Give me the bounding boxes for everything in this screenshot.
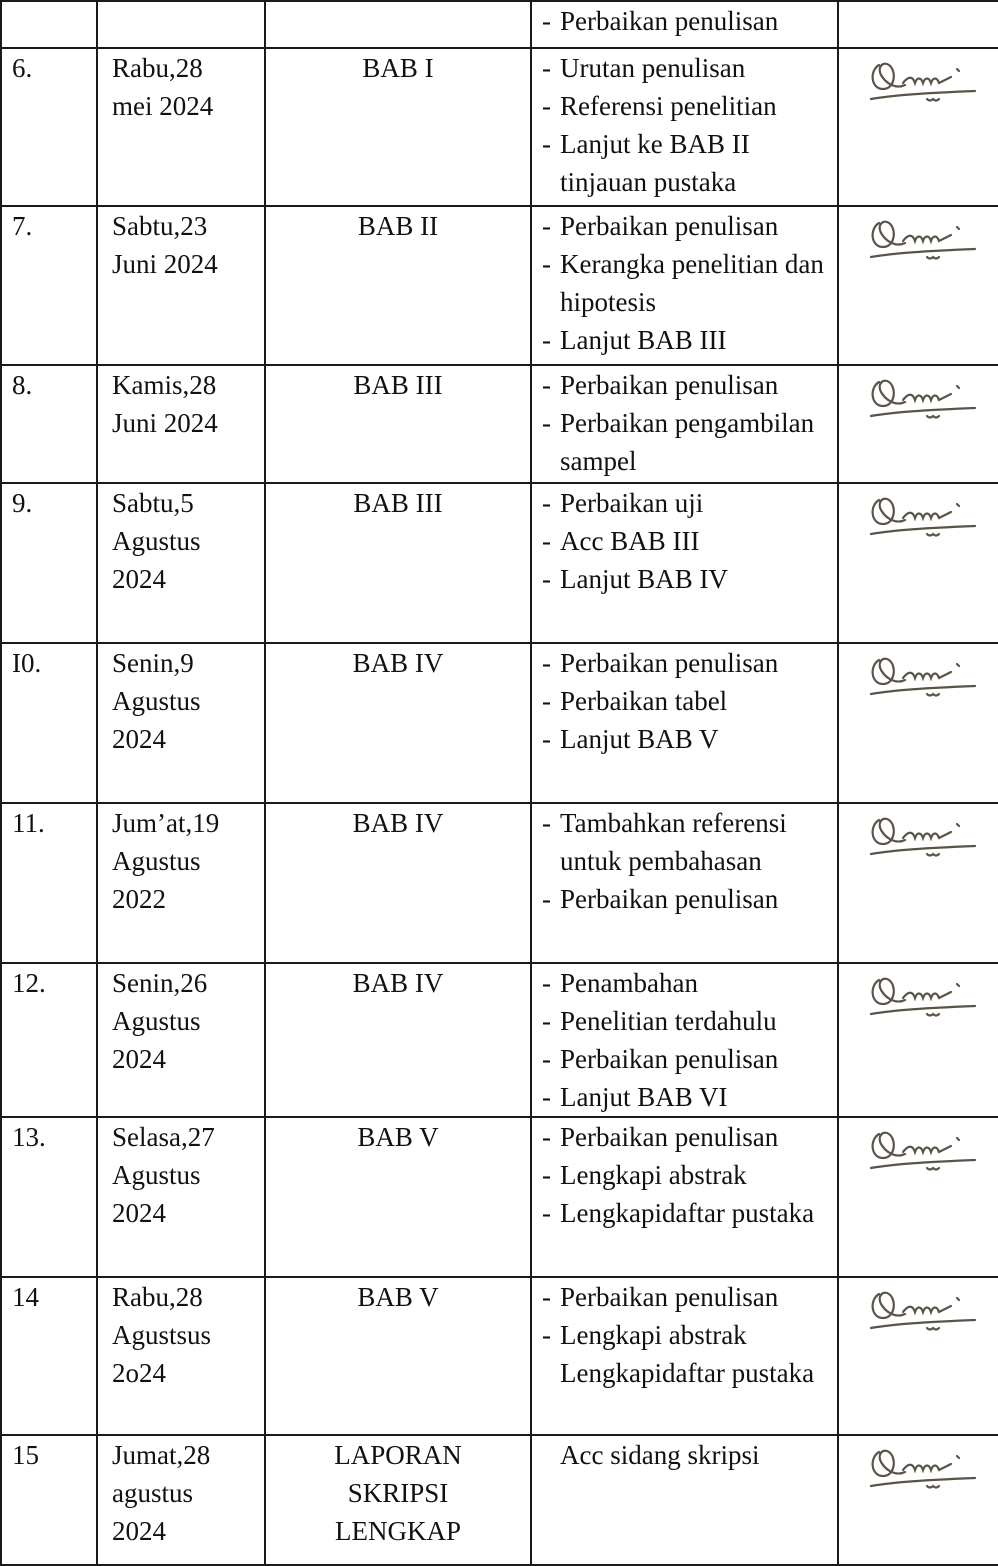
- note-item: - Acc BAB III: [542, 522, 837, 560]
- cell-chapter: [265, 48, 531, 206]
- table-row: [1, 365, 998, 483]
- note-item: - Perbaikan penulisan: [542, 880, 837, 918]
- cell-signature: [838, 1435, 998, 1565]
- notes-list: [542, 644, 837, 758]
- cell-signature: [838, 483, 998, 643]
- notes-list: [542, 1436, 837, 1474]
- table-row: [1, 1117, 998, 1277]
- cell-date: [97, 963, 265, 1117]
- signature-image: [865, 654, 985, 700]
- cell-date: [97, 206, 265, 365]
- note-item: - Lengkapi abstrak: [542, 1316, 837, 1354]
- notes-list: [542, 964, 837, 1116]
- chapter-text: BAB IV: [352, 648, 444, 678]
- note-item: - Perbaikan penulisan: [542, 366, 837, 404]
- cell-notes: [531, 1435, 838, 1565]
- cell-notes: [531, 206, 838, 365]
- cell-date: [97, 365, 265, 483]
- cell-date: [97, 803, 265, 963]
- date-text: Sabtu,5 Agustus 2024: [112, 488, 201, 594]
- signature-image: [865, 1128, 985, 1174]
- cell-date: [97, 1117, 265, 1277]
- table-row: [1, 1277, 998, 1435]
- notes-list: [542, 2, 837, 40]
- note-item: - Perbaikan pengambilan sampel: [542, 404, 837, 480]
- cell-chapter: [265, 483, 531, 643]
- cell-notes: [531, 963, 838, 1117]
- chapter-text: BAB III: [353, 370, 443, 400]
- cell-chapter: [265, 1117, 531, 1277]
- cell-chapter: [265, 1435, 531, 1565]
- cell-number: 11.: [1, 803, 97, 963]
- table-row: [1, 1, 998, 48]
- cell-date: [97, 643, 265, 803]
- cell-signature: [838, 1277, 998, 1435]
- note-item: - Referensi penelitian: [542, 87, 837, 125]
- date-text: Rabu,28 Agustsus 2o24: [112, 1282, 212, 1388]
- cell-date: [97, 483, 265, 643]
- cell-date: [97, 1277, 265, 1435]
- note-item: - Perbaikan uji: [542, 484, 837, 522]
- notes-list: [542, 1118, 837, 1232]
- cell-number: 12.: [1, 963, 97, 1117]
- note-item: - Perbaikan penulisan: [542, 1278, 837, 1316]
- cell-notes: [531, 48, 838, 206]
- cell-notes: [531, 803, 838, 963]
- signature-image: [865, 59, 985, 105]
- date-text: Jum’at,19 Agustus 2022: [112, 808, 220, 914]
- notes-list: [542, 207, 837, 359]
- table-row: [1, 206, 998, 365]
- notes-list: [542, 484, 837, 598]
- signature-image: [865, 217, 985, 263]
- cell-chapter: [265, 1277, 531, 1435]
- chapter-text: LAPORAN SKRIPSI LENGKAP: [334, 1440, 462, 1546]
- date-text: Senin,9 Agustus 2024: [112, 648, 201, 754]
- notes-list: [542, 49, 837, 201]
- cell-number: 14: [1, 1277, 97, 1435]
- note-item: - Lengkapi abstrak: [542, 1156, 837, 1194]
- cell-signature: [838, 206, 998, 365]
- note-item: - Penambahan: [542, 964, 837, 1002]
- table-row: [1, 643, 998, 803]
- note-item: - Lanjut BAB VI: [542, 1078, 837, 1116]
- note-item: - Perbaikan tabel: [542, 682, 837, 720]
- notes-list: [542, 366, 837, 480]
- table-row: [1, 963, 998, 1117]
- cell-chapter: [265, 365, 531, 483]
- note-item: - Lanjut BAB V: [542, 720, 837, 758]
- signature-image: [865, 974, 985, 1020]
- cell-signature: [838, 48, 998, 206]
- cell-number: 7.: [1, 206, 97, 365]
- chapter-text: BAB IV: [352, 808, 444, 838]
- chapter-text: BAB II: [357, 211, 439, 241]
- signature-image: [865, 1446, 985, 1492]
- note-item: - Perbaikan penulisan: [542, 644, 837, 682]
- cell-date: [97, 48, 265, 206]
- cell-signature: [838, 1, 998, 48]
- cell-chapter: [265, 803, 531, 963]
- cell-chapter: [265, 963, 531, 1117]
- cell-signature: [838, 963, 998, 1117]
- note-item: - Perbaikan penulisan: [542, 1040, 837, 1078]
- date-text: Kamis,28 Juni 2024: [112, 370, 218, 438]
- notes-list: [542, 804, 837, 918]
- note-item: - Penelitian terdahulu: [542, 1002, 837, 1040]
- note-item: - Perbaikan penulisan: [542, 1118, 837, 1156]
- note-item: - Urutan penulisan: [542, 49, 837, 87]
- table-body: [1, 1, 998, 1565]
- note-item: - Lanjut BAB IV: [542, 560, 837, 598]
- cell-notes: [531, 365, 838, 483]
- cell-chapter: [265, 206, 531, 365]
- cell-signature: [838, 365, 998, 483]
- note-item: - Tambahkan referensi untuk pembahasan: [542, 804, 837, 880]
- cell-signature: [838, 1117, 998, 1277]
- cell-number: 8.: [1, 365, 97, 483]
- cell-number: I0.: [1, 643, 97, 803]
- signature-image: [865, 376, 985, 422]
- notes-list: [542, 1278, 837, 1392]
- cell-number: 9.: [1, 483, 97, 643]
- date-text: Sabtu,23 Juni 2024: [112, 211, 218, 279]
- cell-notes: [531, 1, 838, 48]
- note-item: Acc sidang skripsi: [560, 1440, 760, 1470]
- signature-image: [865, 814, 985, 860]
- note-item: - Lanjut BAB III: [542, 321, 837, 359]
- date-text: Senin,26 Agustus 2024: [112, 968, 208, 1074]
- note-item: - Perbaikan penulisan: [542, 2, 837, 40]
- chapter-text: BAB I: [362, 53, 434, 83]
- cell-notes: [531, 1277, 838, 1435]
- cell-notes: [531, 1117, 838, 1277]
- table-row: [1, 48, 998, 206]
- cell-signature: [838, 643, 998, 803]
- cell-date: [97, 1435, 265, 1565]
- chapter-text: BAB V: [357, 1122, 439, 1152]
- note-item: - Lanjut ke BAB II tinjauan pustaka: [542, 125, 837, 201]
- cell-number: 15: [1, 1435, 97, 1565]
- cell-number: [1, 1, 97, 48]
- note-item: - Perbaikan penulisan: [542, 207, 837, 245]
- cell-number: 13.: [1, 1117, 97, 1277]
- chapter-text: BAB V: [357, 1282, 439, 1312]
- date-text: Selasa,27 Agustus 2024: [112, 1122, 215, 1228]
- cell-notes: [531, 483, 838, 643]
- table-row: [1, 803, 998, 963]
- signature-image: [865, 1288, 985, 1334]
- cell-chapter: [265, 643, 531, 803]
- note-item: - Kerangka penelitian dan hipotesis: [542, 245, 837, 321]
- cell-notes: [531, 643, 838, 803]
- date-text: Jumat,28 agustus 2024: [112, 1440, 211, 1546]
- chapter-text: BAB IV: [352, 968, 444, 998]
- cell-chapter: [265, 1, 531, 48]
- note-item: Lengkapidaftar pustaka: [560, 1358, 815, 1388]
- signature-image: [865, 494, 985, 540]
- cell-date: [97, 1, 265, 48]
- cell-signature: [838, 803, 998, 963]
- date-text: Rabu,28 mei 2024: [112, 53, 214, 121]
- cell-number: 6.: [1, 48, 97, 206]
- table-row: [1, 1435, 998, 1565]
- note-item: - Lengkapidaftar pustaka: [542, 1194, 837, 1232]
- table-row: [1, 483, 998, 643]
- chapter-text: BAB III: [353, 488, 443, 518]
